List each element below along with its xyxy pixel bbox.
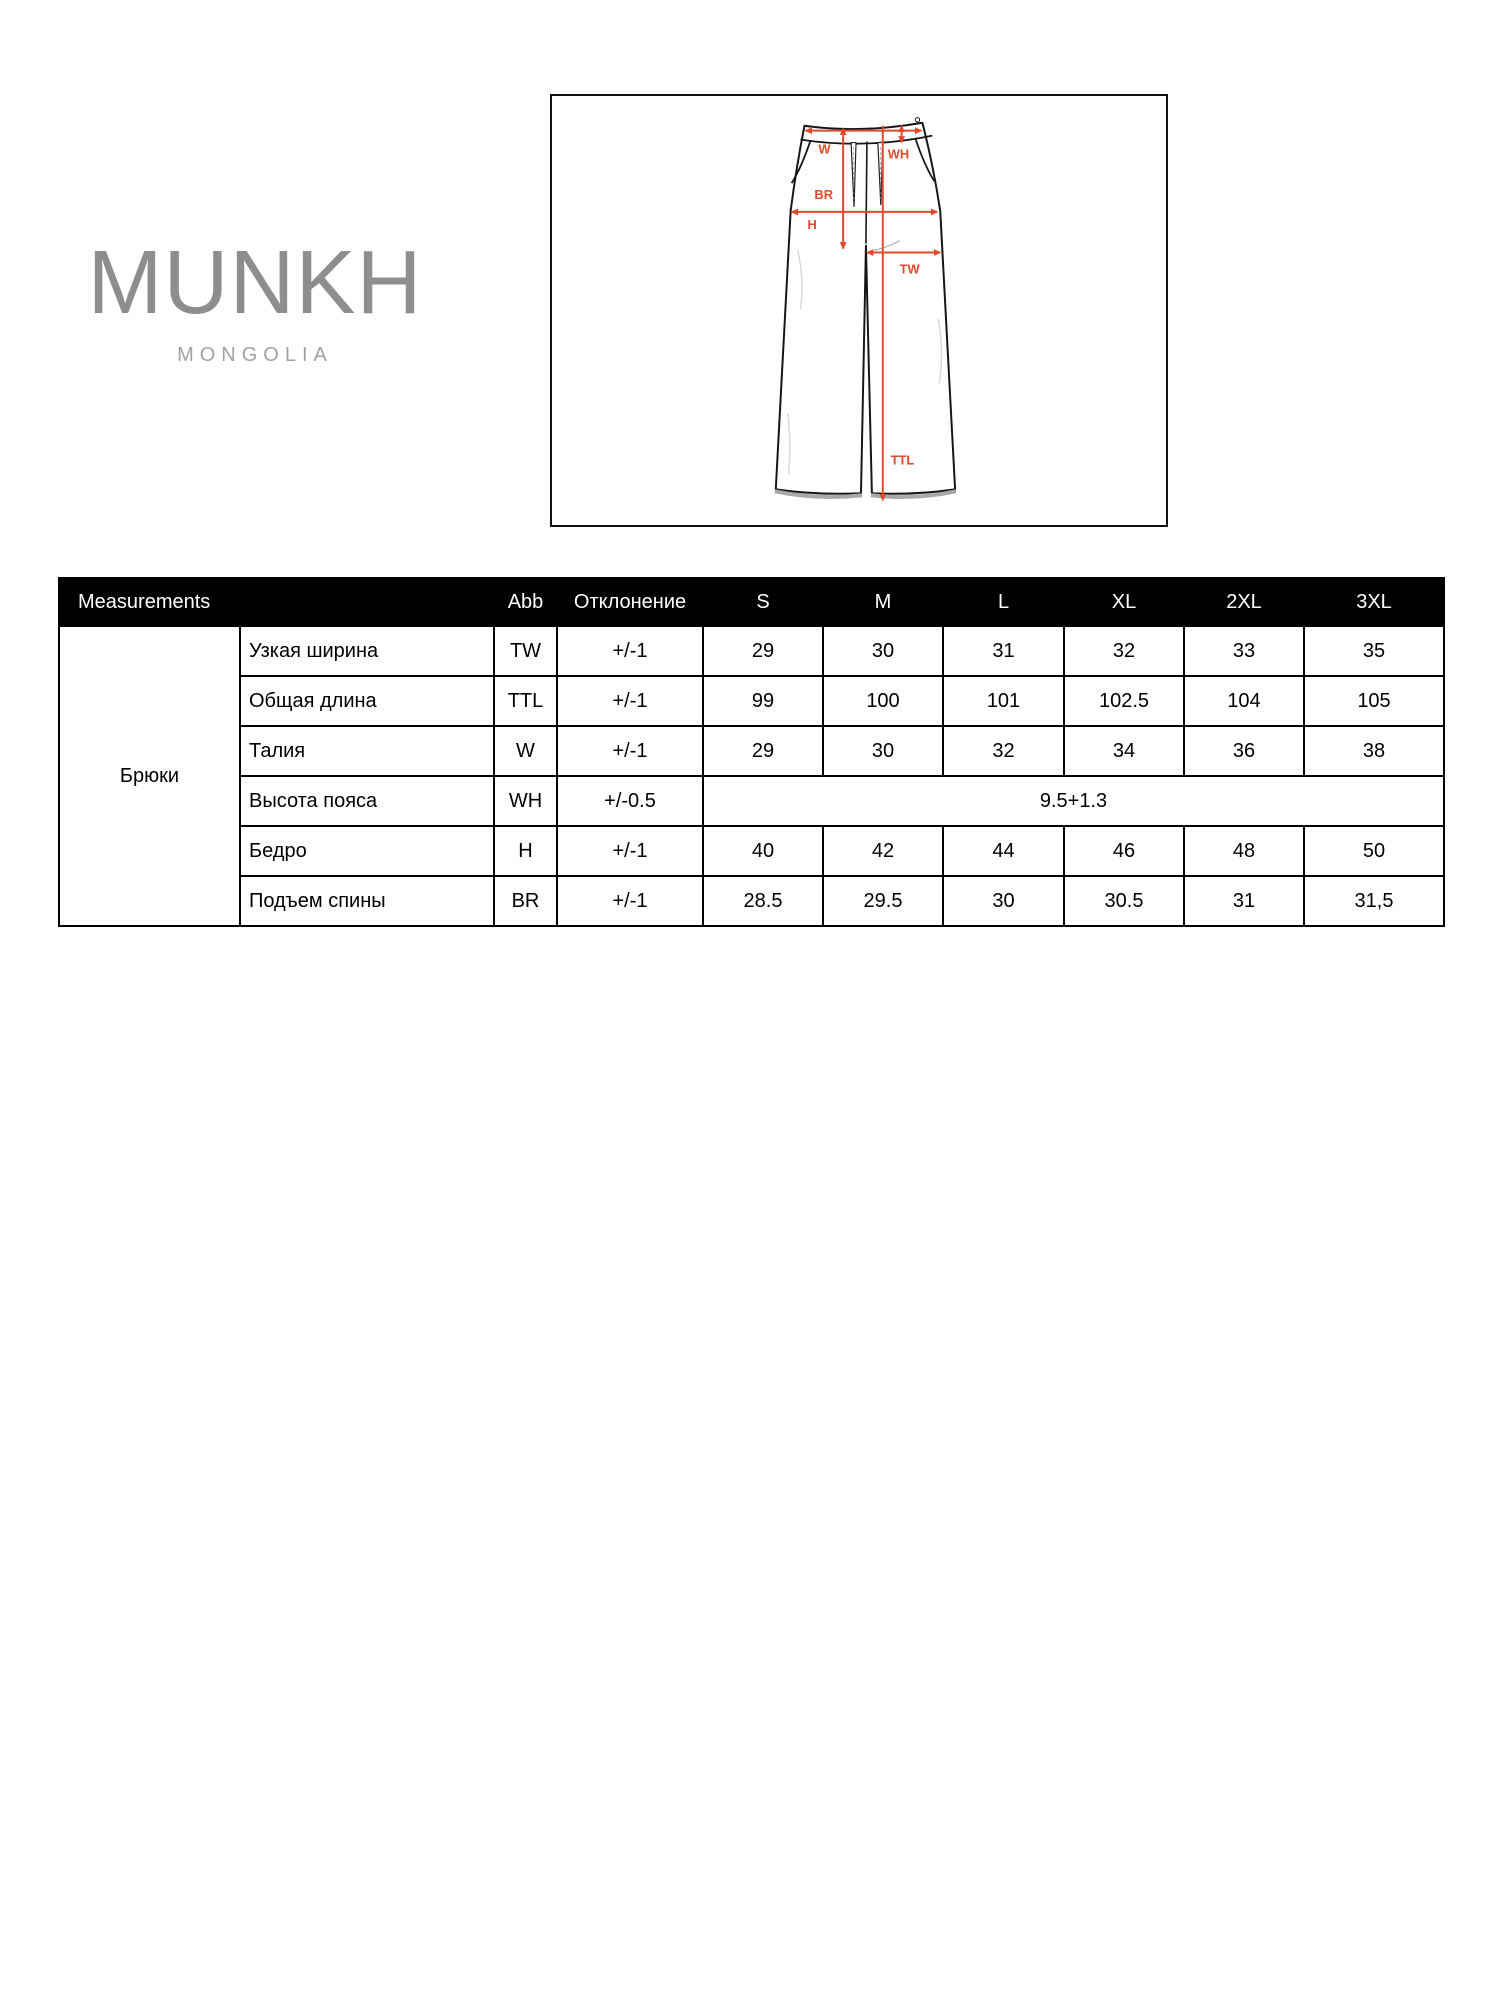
row-abb: H (494, 826, 557, 876)
header-size-m: M (823, 578, 943, 626)
value-cell: 31 (1184, 876, 1304, 926)
table-row (59, 726, 1444, 776)
merged-value-cell: 9.5+1.3 (703, 776, 1444, 826)
table-row (59, 776, 1444, 826)
value-cell: 34 (1064, 726, 1184, 776)
value-cell: 29 (703, 626, 823, 676)
brand-subtitle: MONGOLIA (177, 344, 333, 366)
pants-outline (775, 118, 956, 497)
header-size-2xl: 2XL (1184, 578, 1304, 626)
value-cell: 46 (1064, 826, 1184, 876)
header-size-xl: XL (1064, 578, 1184, 626)
value-cell: 105 (1304, 676, 1444, 726)
brand-logo (80, 233, 430, 367)
value-cell: 100 (823, 676, 943, 726)
measurements-table (58, 577, 1445, 927)
value-cell: 30 (943, 876, 1064, 926)
value-cell: 44 (943, 826, 1064, 876)
row-label: Узкая ширина (240, 626, 494, 676)
label-w: W (818, 141, 831, 157)
value-cell: 33 (1184, 626, 1304, 676)
value-cell: 42 (823, 826, 943, 876)
row-label: Высота пояса (240, 776, 494, 826)
value-cell: 30.5 (1064, 876, 1184, 926)
value-cell: 40 (703, 826, 823, 876)
label-h: H (807, 216, 817, 232)
row-deviation: +/-0.5 (557, 776, 703, 826)
row-deviation: +/-1 (557, 876, 703, 926)
value-cell: 29.5 (823, 876, 943, 926)
pants-measurement-diagram (550, 94, 1168, 527)
table-row (59, 826, 1444, 876)
header-size-s: S (703, 578, 823, 626)
row-label: Бедро (240, 826, 494, 876)
row-deviation: +/-1 (557, 676, 703, 726)
value-cell: 36 (1184, 726, 1304, 776)
row-label: Подъем спины (240, 876, 494, 926)
header-size-l: L (943, 578, 1064, 626)
pants-drawing-svg (552, 96, 1166, 525)
value-cell: 30 (823, 626, 943, 676)
row-abb: W (494, 726, 557, 776)
value-cell: 32 (943, 726, 1064, 776)
value-cell: 99 (703, 676, 823, 726)
row-label: Общая длина (240, 676, 494, 726)
label-wh: WH (887, 146, 910, 162)
brand-name: MUNKH (87, 233, 423, 333)
row-abb: BR (494, 876, 557, 926)
row-deviation: +/-1 (557, 626, 703, 676)
value-cell: 31,5 (1304, 876, 1444, 926)
value-cell: 101 (943, 676, 1064, 726)
value-cell: 29 (703, 726, 823, 776)
value-cell: 35 (1304, 626, 1444, 676)
header-size-3xl: 3XL (1304, 578, 1444, 626)
value-cell: 48 (1184, 826, 1304, 876)
row-deviation: +/-1 (557, 826, 703, 876)
category-cell: Брюки (59, 626, 240, 926)
table-header-row (59, 578, 1444, 626)
row-abb: TW (494, 626, 557, 676)
table-row (59, 626, 1444, 676)
value-cell: 31 (943, 626, 1064, 676)
value-cell: 28.5 (703, 876, 823, 926)
value-cell: 50 (1304, 826, 1444, 876)
row-deviation: +/-1 (557, 726, 703, 776)
label-tw: TW (899, 261, 920, 277)
value-cell: 32 (1064, 626, 1184, 676)
value-cell: 30 (823, 726, 943, 776)
label-ttl: TTL (890, 452, 915, 468)
row-abb: TTL (494, 676, 557, 726)
value-cell: 38 (1304, 726, 1444, 776)
value-cell: 102.5 (1064, 676, 1184, 726)
value-cell: 104 (1184, 676, 1304, 726)
row-label: Талия (240, 726, 494, 776)
header-deviation: Отклонение (557, 578, 703, 626)
label-br: BR (814, 187, 833, 203)
table-row (59, 676, 1444, 726)
header-measurements: Measurements (59, 578, 494, 626)
row-abb: WH (494, 776, 557, 826)
table-row (59, 876, 1444, 926)
header-abb: Abb (494, 578, 557, 626)
